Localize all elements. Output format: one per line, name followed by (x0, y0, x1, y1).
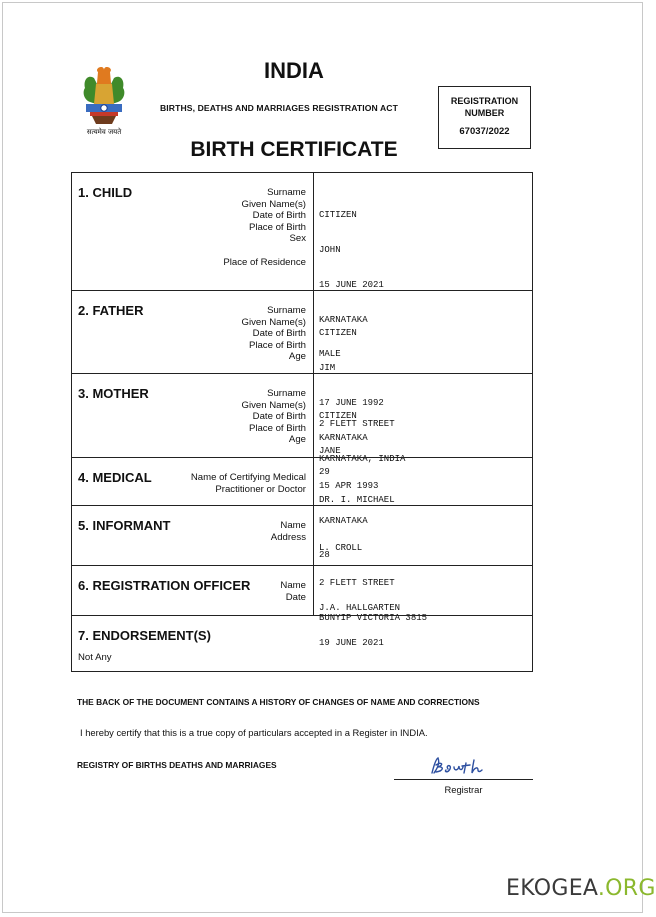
registrar-signature (428, 755, 500, 777)
value-sex: MALE (319, 349, 341, 360)
act-title: BIRTHS, DEATHS AND MARRIAGES REGISTRATION ACT (160, 103, 398, 113)
value-place-of-birth: KARNATAKA (319, 314, 368, 325)
label-name: Name (280, 520, 306, 531)
label-sex: Sex (289, 233, 306, 245)
label-given-names: Given Name(s) (241, 316, 306, 328)
value-given-names: JIM (319, 362, 336, 373)
label-surname: Surname (267, 187, 306, 198)
section-title: 2. FATHER (78, 303, 144, 318)
watermark-part1: EKOGEA (506, 876, 598, 901)
registry-name: REGISTRY OF BIRTHS DEATHS AND MARRIAGES (77, 760, 277, 770)
label-date: Date (285, 591, 306, 603)
label-place-of-residence: Place of Residence (223, 256, 306, 268)
section-title: 7. ENDORSEMENT(S) (78, 628, 211, 643)
registrar-label: Registrar (444, 784, 483, 795)
value-address-line1: 2 FLETT STREET (319, 577, 395, 588)
section-title: 3. MOTHER (78, 386, 149, 401)
value-surname: CITIZEN (319, 328, 357, 339)
lion-capital-icon (74, 64, 134, 126)
label-given-names: Given Name(s) (241, 198, 306, 210)
value-name: J.A. HALLGARTEN (319, 603, 401, 614)
certificate-table (71, 172, 533, 672)
value-practitioner-name: DR. I. MICHAEL (319, 495, 395, 506)
section-endorsements (72, 616, 532, 671)
value-age: 29 (319, 467, 330, 478)
watermark-part2: .ORG (597, 876, 656, 901)
registration-label-line1: REGISTRATION (450, 96, 519, 106)
value-date-of-birth: 15 JUNE 2021 (319, 279, 384, 290)
watermark (506, 876, 656, 901)
label-date-of-birth: Date of Birth (252, 411, 306, 423)
label-place-of-birth: Place of Birth (248, 221, 306, 233)
emblem-motto: सत्यमेव जयते (86, 128, 122, 136)
field-labels (223, 187, 306, 268)
section-title: 6. REGISTRATION OFFICER (78, 578, 251, 593)
value-surname: CITIZEN (319, 210, 357, 221)
value-place-of-birth: KARNATAKA (319, 432, 368, 443)
field-labels (271, 520, 306, 543)
section-title: 5. INFORMANT (78, 518, 171, 533)
section-medical (72, 458, 532, 506)
value-surname: CITIZEN (319, 411, 357, 422)
signature-line (394, 779, 533, 780)
value-date-of-birth: 15 APR 1993 (319, 480, 379, 491)
label-date-of-birth: Date of Birth (252, 328, 306, 340)
value-place-of-birth: KARNATAKA (319, 515, 368, 526)
label-place-of-birth: Place of Birth (248, 339, 306, 351)
field-labels (191, 472, 306, 495)
section-title: 1. CHILD (78, 185, 133, 200)
back-of-document-note: THE BACK OF THE DOCUMENT CONTAINS A HISTORY OF CHANGES OF NAME AND CORRECTIONS (77, 697, 480, 707)
label-age: Age (288, 351, 306, 363)
label-surname: Surname (267, 388, 306, 399)
value-given-names: JOHN (319, 244, 341, 255)
label-given-names: Given Name(s) (241, 399, 306, 411)
field-labels (241, 388, 306, 446)
label-date-of-birth: Date of Birth (252, 210, 306, 222)
label-certifying-practitioner: Name of Certifying Medical (190, 472, 306, 483)
registration-number: 67037/2022 (459, 126, 510, 137)
label-address: Address (270, 531, 306, 543)
label-place-of-birth: Place of Birth (248, 422, 306, 434)
field-labels (241, 305, 306, 363)
label-certifying-practitioner-line2: Practitioner or Doctor (215, 483, 306, 495)
value-residence-line1: 2 FLETT STREET (319, 418, 395, 429)
value-date: 19 JUNE 2021 (319, 637, 384, 648)
label-surname: Surname (267, 305, 306, 316)
value-name: L. CROLL (319, 543, 363, 554)
value-age: 28 (319, 550, 330, 561)
certification-statement: I hereby certify that this is a true copy of particulars accepted in a Register in INDIA. (80, 727, 428, 738)
section-title: 4. MEDICAL (78, 470, 152, 485)
value-address-line2: BUNYIP VICTORIA 3815 (319, 612, 428, 623)
label-age: Age (288, 434, 306, 446)
document-title: BIRTH CERTIFICATE (190, 138, 398, 161)
national-emblem (74, 64, 134, 138)
country-title: INDIA (264, 58, 324, 83)
value-date-of-birth: 17 JUNE 1992 (319, 397, 384, 408)
value-given-names: JANE (319, 445, 341, 456)
registration-number-box (438, 86, 531, 149)
field-labels (280, 580, 306, 603)
endorsement-note: Not Any (78, 652, 112, 663)
label-name: Name (280, 580, 306, 591)
registration-label-line2: NUMBER (464, 108, 505, 118)
value-residence-line2: KARNATAKA, INDIA (319, 453, 406, 464)
